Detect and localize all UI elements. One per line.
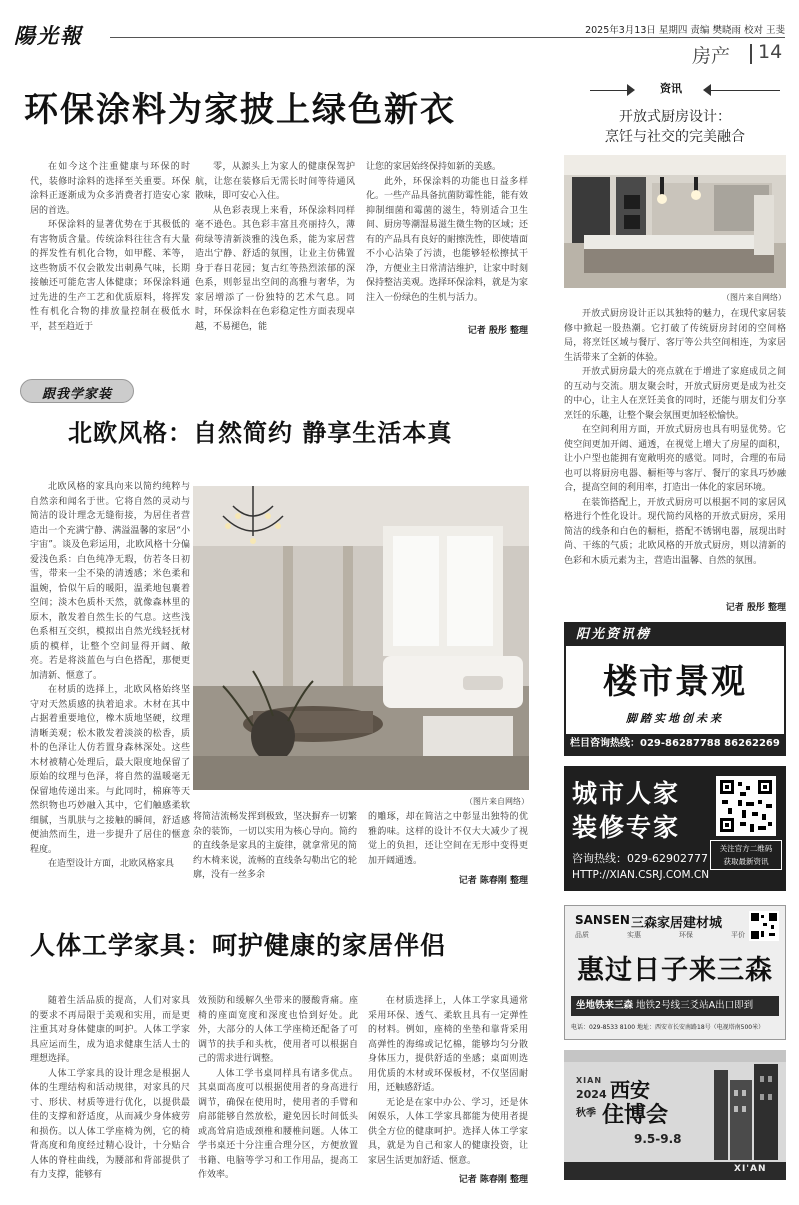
ad-sansen-address: 地址：西安市长安南路18号（电视塔南500米） xyxy=(637,1024,765,1031)
paragraph: 人体工学家具的设计理念是根据人体的生理结构和活动规律，对家具的尺寸、形状、材质等进行优化，以提供最佳的支撑和舒适度，从而减少身体疲劳和损伤。以人体工学座椅为例，它的椅背高度和角度经过精心设计，十分贴合人体的脊柱曲线，为腰部和背部提供了有力支撑，能够有 xyxy=(30,1068,190,1180)
ad-zhubohui-label: XIAN xyxy=(576,1076,603,1085)
paragraph: 在装饰搭配上，开放式厨房可以根据不同的家居风格进行个性化设计。现代简约风格的开放式厨房，采用简洁的线条和白色的橱柜，搭配不锈钢电器，展现出时尚、干练的气质；北欧风格的开放式厨房，则以清新的色彩和木质元素为主，营造出温馨、自然的氛围。 xyxy=(564,497,786,566)
paragraph: 随着生活品质的提高，人们对家具的要求不再局限于美观和实用，而是更注重其对身体健康的呵护。人体工学家具应运而生，成为追求健康生活人士的理想选择。 xyxy=(30,996,190,1064)
masthead-rule xyxy=(110,37,785,38)
ad-sansen-subway-detail: 地铁2号线三爻站A出口即到 xyxy=(636,1000,754,1011)
article3-col1 xyxy=(30,994,190,1183)
article1-col3 xyxy=(366,160,528,305)
feature-label: 品质 xyxy=(575,931,589,939)
ad-loushi-header: 阳光资讯榜 xyxy=(566,624,784,646)
ad-chengshi-url: HTTP://XIAN.CSRJ.COM.CN xyxy=(572,869,710,881)
ad-zhubohui-year: 2024 xyxy=(576,1088,607,1101)
ad-sansen-headline: 惠过日子来三森 xyxy=(577,955,773,986)
article2-byline: 记者 陈春刚 整理 xyxy=(458,876,528,886)
ad-chengshi-phone: 咨询热线：029-62902777 xyxy=(572,852,708,865)
paragraph: 在如今这个注重健康与环保的时代，装修时涂料的选择至关重要。环保涂料正逐渐成为众多消费者打造安心家居的首选。 xyxy=(30,162,190,216)
paragraph: 将简洁流畅发挥到极致，坚决摒弃一切繁杂的装饰，一切以实用为核心导向。简约的直线条是家具的主旋律，就拿常见的简约木椅来说，流畅的直线条勾勒出它的轮廓，没有一丝多余 xyxy=(193,812,357,880)
paragraph: 北欧风格的家具向来以简约纯粹与自然亲和闻名于世。它将自然的灵动与简洁的设计理念无缝衔接，为居住者营造出一个充满宁静、满溢温馨的家居“小宇宙”。谈及色彩运用，北欧风格十分偏爱浅色系：白色纯净无瑕，仿若冬日初雪，带来一尘不染的清透感；米色柔和温婉，恰似午后的暖阳，温柔地包裹着空间；淡木色质朴天然，就像森林里的原木，散发着自然生长的气息。这些浅色系相互交织，模拟出自然光线轻抚材质的模样，让整个空间显得开阔、敞亮。若是将淡蓝色与白色搭配，那便更加清新、惬意了。 xyxy=(30,482,190,681)
article2-col1 xyxy=(30,480,190,872)
ad-chengshi-qr-note xyxy=(710,840,782,870)
ad-chengshi xyxy=(564,766,786,891)
masthead-logo: 陽光報 xyxy=(14,23,83,48)
ad-loushi-slogan: 脚踏实地创未来 xyxy=(626,712,724,725)
article2-caption: （图片来自网络） xyxy=(465,797,529,806)
section-label: 房产 xyxy=(692,45,731,67)
feature-label: 环保 xyxy=(679,931,693,939)
ad-chengshi-qr-note-line1: 关注官方二维码 xyxy=(719,844,773,853)
ad-sansen-brand-cn: 三森家居建材城 xyxy=(631,916,723,931)
article2-title: 北欧风格：自然简约 静享生活本真 xyxy=(68,419,453,447)
sidebar-title-line2: 烹饪与社交的完美融合 xyxy=(605,129,745,145)
sidebar-tag: 资讯 xyxy=(660,82,682,95)
ad-sansen-subway: 坐地铁来三森 xyxy=(576,1000,634,1011)
article1-col2 xyxy=(195,160,355,334)
sidebar-title-line1: 开放式厨房设计： xyxy=(619,109,731,125)
ad-sansen xyxy=(564,905,786,1040)
ad-zhubohui xyxy=(564,1050,786,1180)
paragraph: 零，从源头上为家人的健康保驾护航，让您在装修后无需长时间等待通风散味，即可安心入住。 xyxy=(195,162,355,201)
ad-zhubohui-dates: 9.5-9.8 xyxy=(634,1132,682,1146)
paragraph: 在空间利用方面，开放式厨房也具有明显优势。它使空间更加开阔、通透，在视觉上增大了房屋的面积，让小户型也能拥有宽敞明亮的感觉。同时，合理的布局也可以将厨房电器、橱柜等与客厅、餐厅的家具巧妙融合，提高空间的利用率，打造出一体化的家居环境。 xyxy=(564,425,786,493)
ad-zhubohui-title1: 西安 xyxy=(610,1078,650,1102)
paragraph: 的雕琢，却在简洁之中彰显出独特的优雅韵味。这样的设计不仅大大减少了视觉上的负担，还让空间在无形中变得更加开阔通透。 xyxy=(368,812,528,866)
sidebar-tag-arrow-left xyxy=(627,84,635,96)
article1-title: 环保涂料为家披上绿色新衣 xyxy=(24,90,456,130)
paragraph: 从色彩表现上来看，环保涂料同样毫不逊色。其色彩丰富且亮丽持久，薄荷绿等清新淡雅的浅色系，能为家居营造出宁静、舒适的氛围，让业主仿佛置身于春日花园；复古红等热烈浓郁的深色系，则彰显出空间的高雅与奢华，为家居增添了一份独特的艺术气息。同时，环保涂料在色彩稳定性方面表现卓越，不易褪色，能 xyxy=(195,205,355,332)
ad-sansen-subway-bar xyxy=(571,996,779,1016)
sidebar-caption: （图片来自网络） xyxy=(722,293,786,302)
article1-col1 xyxy=(30,160,190,334)
sidebar-tag-rule-right xyxy=(710,90,780,91)
ad-loushi-hotline-bar xyxy=(566,734,784,754)
ad-loushi-hotline-numbers: 029-86287788 86262269 xyxy=(640,738,780,749)
feature-label: 平价 xyxy=(731,931,745,939)
article3-col3 xyxy=(368,994,528,1168)
column-tag-label: 跟我学家装 xyxy=(41,387,112,402)
ad-loushi-title: 楼市景观 xyxy=(603,662,747,702)
paragraph: 效预防和缓解久坐带来的腰酸背痛。座椅的座面宽度和深度也恰到好处。此外，大部分的人体工学座椅还配备了可调节的扶手和头枕，使用者可以根据自己的需求进行调整。 xyxy=(198,996,358,1064)
paragraph: 开放式厨房最大的亮点就在于增进了家庭成员之间的互动与交流。朋友聚会时，开放式厨房更是成为社交的中心，让主人在烹饪美食的同时，还能与朋友们分享烹饪的乐趣，让整个聚会氛围更加轻松愉快。 xyxy=(564,367,786,421)
paragraph: 在造型设计方面，北欧风格家具 xyxy=(48,859,175,869)
article2-col2 xyxy=(193,810,357,883)
article3-col2 xyxy=(198,994,358,1183)
ad-sansen-qr-icon xyxy=(749,911,779,941)
ad-loushi xyxy=(564,622,786,756)
paragraph: 此外，环保涂料的功能也日益多样化。一些产品具备抗菌防霉性能，能有效抑制细菌和霉菌的滋生，特别适合卫生间、厨房等潮湿易滋生微生物的区域；还有的产品具有良好的耐擦洗性，即使墙面不小心沾染了污渍，也能够轻松擦拭干净，方便业主日常清洁维护，让家中时刻保持整洁美观。选择环保涂料，就是为家注入一份绿色的生机与活力。 xyxy=(366,176,529,303)
ad-zhubohui-title2: 住博会 xyxy=(602,1103,669,1128)
article2-col3 xyxy=(368,810,528,868)
ad-sansen-brand: SANSEN xyxy=(575,913,630,927)
article3-title: 人体工学家具：呵护健康的家居伴侣 xyxy=(30,931,447,960)
sidebar-body xyxy=(564,307,786,568)
paragraph: 开放式厨房设计正以其独特的魅力，在现代家居装修中掀起一股热潮。它打破了传统厨房封闭的空间格局，将烹饪区域与餐厅、客厅等公共空间相连，为家居生活带来了全新的体验。 xyxy=(564,309,786,363)
ad-chengshi-qr-note-line2: 获取最新资讯 xyxy=(723,857,769,866)
date-line: 2025年3月13日 星期四 责编 樊晓雨 校对 王斐 xyxy=(585,25,785,36)
ad-loushi-hotline-label: 栏目咨询热线： xyxy=(570,738,640,749)
article1-byline: 记者 殷彤 整理 xyxy=(467,326,528,336)
article3-byline: 记者 陈春刚 整理 xyxy=(458,1175,528,1185)
nordic-interior-photo xyxy=(193,486,529,790)
ad-chengshi-line2: 装修专家 xyxy=(572,813,681,842)
qr-code-icon xyxy=(716,776,776,836)
ad-sansen-features xyxy=(575,930,745,940)
ad-zhubohui-corner: XI'AN xyxy=(734,1164,767,1174)
paragraph: 无论是在家中办公、学习，还是休闲娱乐，人体工学家具都能为使用者提供全方位的健康呵护。选择人体工学家具，就是为自己和家人的健康投资，让家居生活更加舒适、惬意。 xyxy=(368,1097,528,1166)
paragraph: 环保涂料的显著优势在于其极低的有害物质含量。传统涂料往往含有大量的挥发性有机化合物，如甲醛、苯等，这些物质不仅会散发出刺鼻气味，长期接触还可能危害人体健康；环保涂料通过先进的生产工艺和优质原料，将挥发性有机化合物的排放量控制在极低水平，甚至趋近于 xyxy=(30,220,190,332)
ad-sansen-phone: 电话：029-8533 8100 xyxy=(571,1024,636,1031)
kitchen-photo xyxy=(564,155,786,288)
ad-chengshi-line1: 城市人家 xyxy=(572,779,681,808)
feature-label: 实惠 xyxy=(627,931,641,939)
ad-zhubohui-season: 秋季 xyxy=(576,1108,596,1119)
page-number: 14 xyxy=(758,41,783,63)
paragraph: 在材质选择上，人体工学家具通常采用环保、透气、柔软且具有一定弹性的材料。例如，座椅的坐垫和靠背采用高弹性的海绵或记忆棉，能够均匀分散身体压力，提供舒适的坐感；桌面则选用优质的木材或环保板材，不仅坚固耐用，还触感舒适。 xyxy=(368,996,528,1093)
paragraph: 在材质的选择上，北欧风格始终坚守对天然质感的执着追求。木材在其中占据着重要地位，橡木质地坚硬，纹理清晰美观；松木散发着淡淡的松香，质朴的色泽让人仿若置身森林深处。这些木材被精心处理后，最大限度地保留了原始的纹理与色泽，将自然的温暖毫无保留地传递出来。与此同时，棉麻等天然织物也巧妙融入其中，它们触感柔软细腻，当肌肤与之接触的瞬间，舒适感便油然而生，进一步提升了居住的惬意程度。 xyxy=(30,685,190,855)
section-divider xyxy=(750,44,752,64)
sidebar-byline: 记者 殷彤 整理 xyxy=(725,603,786,613)
sidebar-tag-rule-left xyxy=(590,90,630,91)
paragraph: 人体工学书桌同样具有诸多优点。其桌面高度可以根据使用者的身高进行调节，确保在使用时，使用者的手臂和肩部能够自然放松，避免因长时间低头或高耸肩造成颈椎和腰椎问题。人体工学书桌还十分注重合理分区，方便放置书籍、电脑等学习和工作用品，提高工作效率。 xyxy=(198,1068,358,1180)
paragraph: 让您的家居始终保持如新的美感。 xyxy=(366,162,502,172)
ad-sansen-contact xyxy=(571,1022,783,1031)
